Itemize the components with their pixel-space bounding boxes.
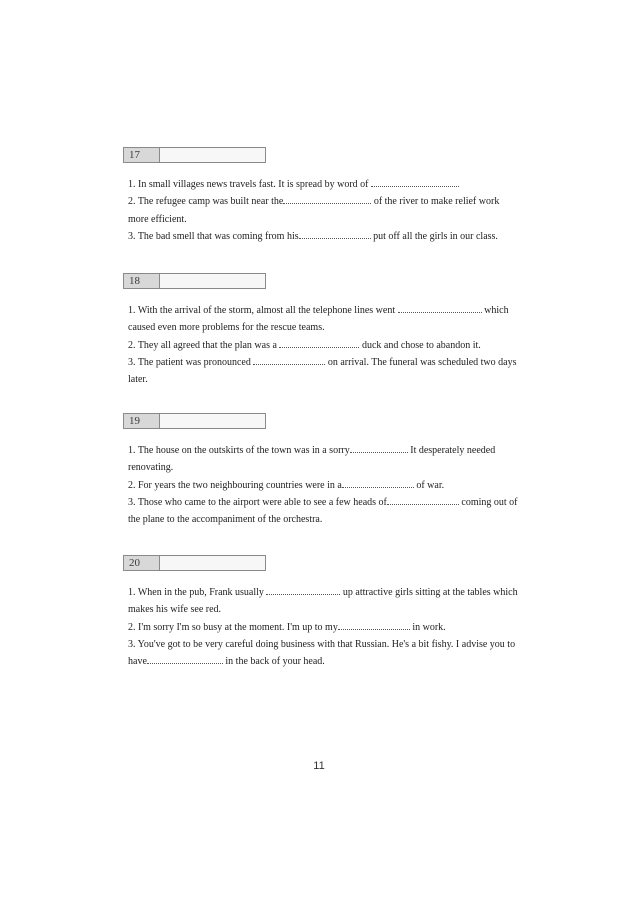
answer-blank[interactable] [371, 177, 459, 187]
exercise-item: 1. With the arrival of the storm, almost all the telephone lines went which caused even more problems for the rescue teams. [128, 305, 509, 334]
exercise-item: 1. In small villages news travels fast. It is spread by word of [128, 176, 520, 193]
exercise-number-box [123, 147, 266, 163]
exercise-item: 3. Those who came to the airport were able to see a few heads of coming out of the plane to the accompaniment of the orchestra. [128, 496, 518, 526]
exercise-item: 3. The patient was pronounced on arrival. The funeral was scheduled two days later. [128, 356, 517, 386]
exercise-text [128, 302, 520, 388]
answer-blank[interactable] [147, 654, 223, 664]
exercise-number: 20 [124, 556, 160, 570]
answer-blank[interactable] [387, 495, 459, 505]
exercise-item: 2. The refugee camp was built near the of the river to make relief work more efficient. [128, 196, 500, 225]
answer-blank[interactable] [279, 338, 359, 348]
answer-blank[interactable] [398, 303, 482, 313]
exercise-number: 18 [124, 274, 160, 288]
exercise-number-box [123, 273, 266, 289]
page-number: 11 [313, 760, 325, 772]
exercise-text [128, 442, 520, 528]
exercise-item: 2. For years the two neighbouring countries were in a of war. [128, 479, 445, 491]
exercise-text [128, 176, 520, 245]
answer-blank[interactable] [299, 229, 371, 239]
answer-blank[interactable] [266, 585, 340, 595]
answer-blank[interactable] [338, 620, 410, 630]
exercise-item: 1. When in the pub, Frank usually up attractive girls sitting at the tables which makes his wife see red. [128, 587, 518, 616]
exercise-number-box [123, 413, 266, 429]
exercise-text [128, 584, 520, 670]
exercise-number-box [123, 555, 266, 571]
exercise-number: 17 [124, 148, 160, 162]
answer-blank[interactable] [283, 194, 371, 204]
exercise-number: 19 [124, 414, 160, 428]
exercise-item: 2. I'm sorry I'm so busy at the moment. I'm up to my in work. [128, 621, 446, 633]
exercise-item: 3. The bad smell that was coming from his put off all the girls in our class. [128, 230, 498, 242]
exercise-item: 3. You've got to be very careful doing business with that Russian. He's a bit fishy. I advise you to have in the back of your head. [128, 638, 516, 668]
answer-blank[interactable] [350, 443, 408, 453]
exercise-item: 2. They all agreed that the plan was a duck and chose to abandon it. [128, 339, 481, 351]
answer-blank[interactable] [253, 355, 325, 365]
answer-blank[interactable] [342, 478, 414, 488]
exercise-item: 1. The house on the outskirts of the town was in a sorry It desperately needed renovating. [128, 445, 496, 474]
